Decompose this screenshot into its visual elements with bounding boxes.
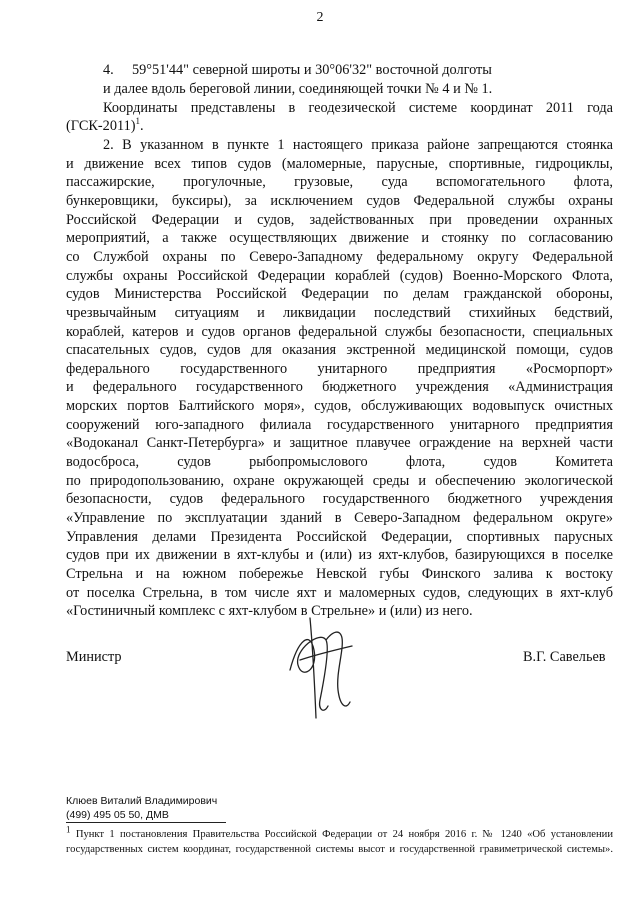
paragraph-2-line: Стрельна и на южном побережье Невской губы Финского залива к востоку [66,566,613,582]
footnote-ref: 1 [135,116,140,127]
page-number: 2 [316,10,324,25]
paragraph-2-line: по природопользованию, охране окружающей среды и обеспечению экологической [66,472,613,489]
paragraph-2-line: сооружений юго-западного филиала государственного унитарного предприятия [66,416,613,433]
paragraph-2-line: Управления делами Президента Российской Федерации, спортивных парусных [66,528,613,545]
crs-line-1: Координаты представлены в геодезической системе координат 2011 года [103,100,613,116]
crs-line-2 [66,118,144,135]
paragraph-2-line: чрезвычайным ситуациям и ликвидации последствий стихийных бедствий, [66,304,613,321]
paragraph-2-line: от поселка Стрельна, в том числе яхт и маломерных судов, следующих в яхт-клуб [66,584,613,601]
signature-title: Министр [66,649,122,665]
paragraph-2-line: и федерального государственного бюджетного учреждения «Администрация [66,379,613,396]
footnote-separator [66,822,226,823]
paragraph-2-line: безопасности, судов федерального государственного бюджетного учреждения [66,491,613,508]
point-4-continuation: и далее вдоль береговой линии, соединяющей точки № 4 и № 1. [103,81,493,97]
footnote-mark: 1 [66,824,71,835]
paragraph-2-line: «Управление по эксплуатации зданий в Северо-Западном федеральном округе» [66,510,613,526]
paragraph-2-line: морских портов Балтийского моря», судов, обслуживающих водовыпуск очистных [66,398,613,415]
point-4-number: 4. [103,62,114,78]
paragraph-2-line: судов при их движении в яхт-клубы и (или) из яхт-клубов, базирующихся в поселке [66,547,613,564]
paragraph-2-line: «Водоканал Санкт-Петербурга» и защитное плавучее ограждение на верхней части [66,435,613,452]
paragraph-2-line: судов Министерства Российской Федерации по делам гражданской обороны, [66,286,613,303]
paragraph-2-line: «Гостиничный комплекс с яхт-клубом в Стрельне» и (или) из него. [66,603,473,620]
executor-phone: (499) 495 05 50, ДМВ [66,809,169,821]
paragraph-2-line: водосброса, судов рыбопромыслового флота, судов Комитета [66,454,613,470]
paragraph-2-line: службы охраны Российской Федерации кораблей (судов) Военно-Морского Флота, [66,267,613,284]
point-4-coordinates: 59°51'44" северной широты и 30°06'32" восточной долготы [132,62,492,78]
crs-end: . [140,118,144,134]
footnote-text-1: Пункт 1 постановления Правительства Российской Федерации от 24 ноября 2016 г. № 1240 «Об установлении [75,829,614,840]
footnote-line-1 [66,824,614,842]
paragraph-2-line: и движение всех типов судов (маломерные, парусные, спортивные, гидроциклы, [66,155,613,172]
handwritten-signature [280,610,360,720]
paragraph-2-line: пассажирские, прогулочные, грузовые, суда вспомогательного флота, [66,174,613,191]
paragraph-2-line: мероприятий, а также осуществляющих движение и стоянку по согласованию [66,230,613,247]
paragraph-2-line: 2. В указанном в пункте 1 настоящего приказа районе запрещаются стоянка [103,137,613,153]
paragraph-2-line: кораблей, катеров и судов органов федеральной службы безопасности, специальных [66,323,613,340]
footnote-line-2: государственных систем координат, государственной системы высот и государственной гравиметрической системы». [66,844,613,855]
paragraph-2-line: федерального государственного унитарного предприятия «Росморпорт» [66,360,613,377]
paragraph-2-line: спасательных судов, судов для оказания экстренной медицинской помощи, судов [66,342,613,359]
paragraph-2-line: со Службой охраны по Северо-Западному федеральному округу Федеральной [66,248,613,265]
executor-name: Клюев Виталий Владимирович [66,795,218,807]
paragraph-2-line: бункеровщики, буксиры), за исключением судов Федеральной службы охраны [66,192,613,209]
crs-name: (ГСК-2011) [66,118,136,134]
signature-name: В.Г. Савельев [523,649,606,665]
paragraph-2-line: Российской Федерации и судов, задействованных при проведении охранных [66,211,613,228]
